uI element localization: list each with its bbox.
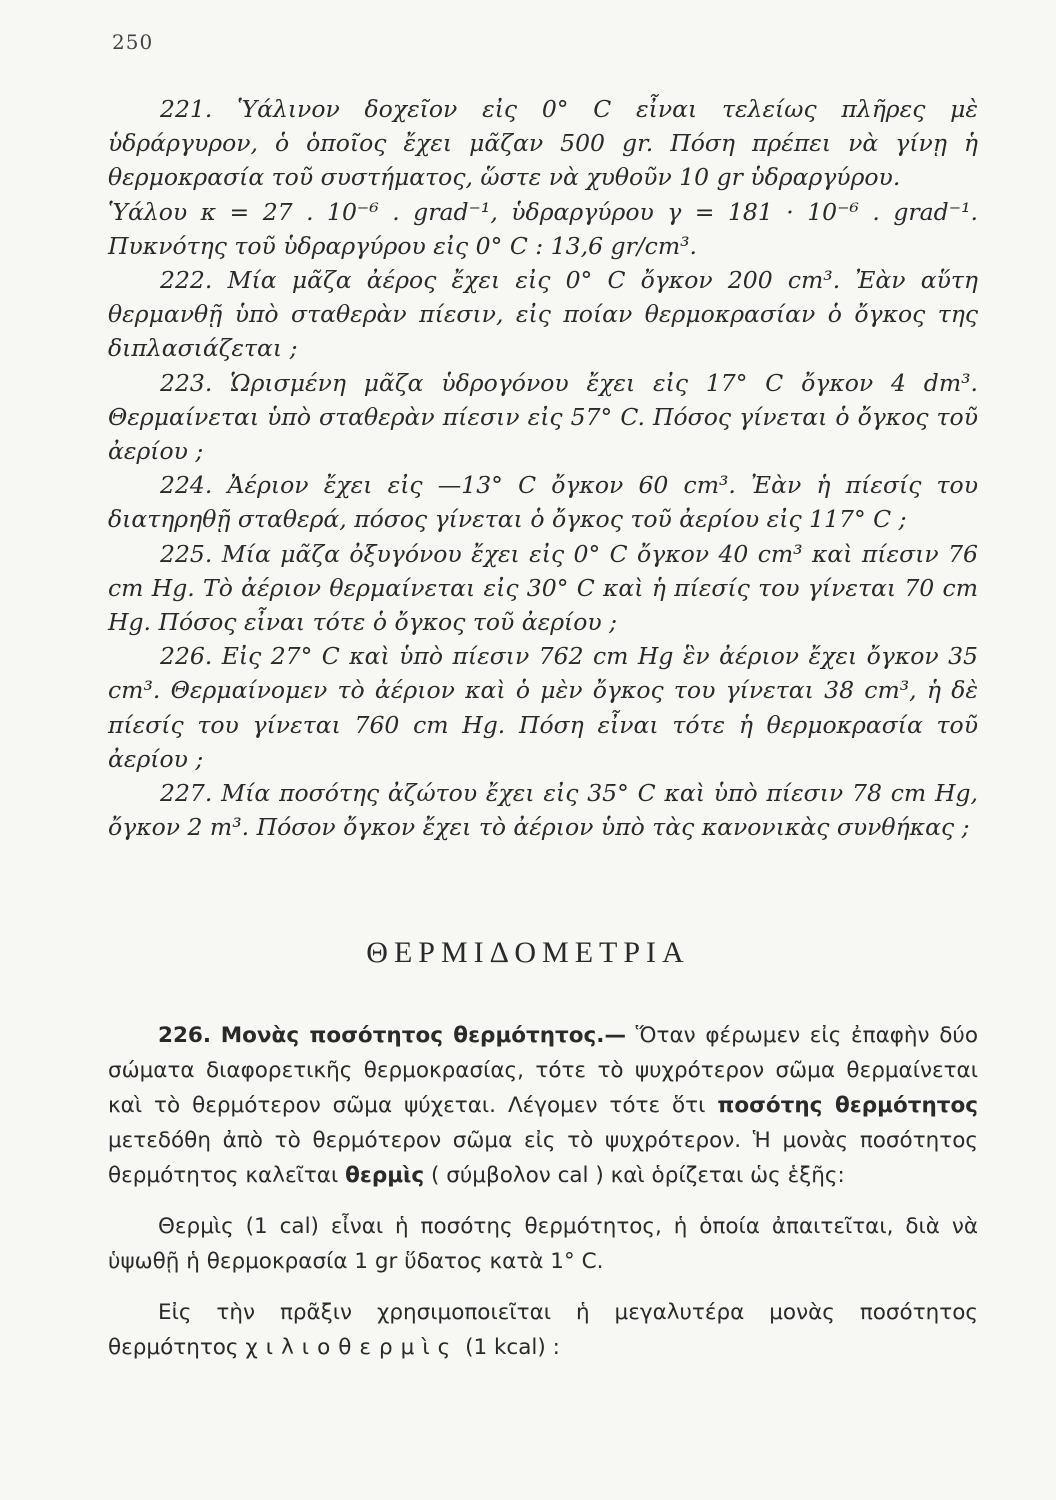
problem-222	[108, 263, 978, 366]
paragraph-text: μετεδόθη ἀπὸ τὸ θερμότερον σῶμα εἰς τὸ ψυχρότερον. Ἡ μονὰς ποσότητος θερμότητος καλεῖται	[108, 1128, 978, 1188]
section-heading: ΘΕΡΜΙΔΟΜΕΤΡΙΑ	[366, 936, 690, 969]
paragraph-text: Ὅταν φέρωμεν εἰς ἐπαφὴν δύο σώματα διαφορετικῆς θερμοκρασίας, τότε τὸ ψυχρότερον σῶμα θερμαίνεται καὶ τὸ θερμότερον σῶμα ψύχεται. Λέγομεν τότε ὅτι	[108, 1023, 978, 1118]
paragraph-text: ( σύμβολον cal ) καὶ ὁρίζεται ὡς ἑξῆς:	[431, 1163, 845, 1188]
paragraph-text: (1 kcal) :	[465, 1335, 560, 1360]
problem-225	[108, 537, 978, 640]
problem-227	[108, 776, 978, 844]
problem-221-data: Ὑάλου κ = 27 . 10⁻⁶ . grad⁻¹, ὑδραργύρου γ = 181 · 10⁻⁶ . grad⁻¹. Πυκνότης τοῦ ὑδραργύρου εἰς 0° C : 13,6 gr/cm³.	[108, 197, 978, 260]
problem-number: 221.	[160, 95, 213, 123]
problem-text: Μία μᾶζα ἀέρος ἔχει εἰς 0° C ὄγκον 200 cm³. Ἐὰν αὕτη θερμανθῇ ὑπὸ σταθερὰν πίεσιν, εἰς ποίαν θερμοκρασίαν ὁ ὄγκος της διπλασιάζεται ;	[108, 266, 978, 363]
page-number: 250	[112, 30, 154, 54]
problem-number: 223.	[160, 368, 213, 397]
problem-number: 222.	[160, 266, 213, 295]
problem-text: Μία ποσότης ἀζώτου ἔχει εἰς 35° C καὶ ὑπὸ πίεσιν 78 cm Hg, ὄγκον 2 m³. Πόσον ὄγκον ἔχει τὸ ἀέριον ὑπὸ τὰς κανονικὰς συνθήκας ;	[108, 779, 978, 842]
problem-226	[108, 639, 978, 776]
paragraph-text: Εἰς τὴν πρᾶξιν χρησιμοποιεῖται ἡ μεγαλυτέρα μονὰς ποσότητος θερμότητος	[108, 1300, 978, 1360]
problem-list	[108, 92, 978, 844]
section-paragraph-3	[108, 1295, 978, 1365]
section-title: Μονὰς ποσότητος θερμότητος.—	[220, 1023, 626, 1048]
problem-text: Ὡρισμένη μᾶζα ὑδρογόνου ἔχει εἰς 17° C ὄγκον 4 dm³. Θερμαίνεται ὑπὸ σταθερὰν πίεσιν εἰς 57° C. Πόσος γίνεται ὁ ὄγκος τοῦ ἀερίου ;	[108, 368, 978, 466]
term-heat-quantity: ποσότης θερμότητος	[717, 1093, 978, 1118]
problem-223	[108, 366, 978, 469]
problem-number: 226.	[160, 642, 213, 671]
problem-number: 225.	[160, 539, 213, 568]
calorie-definition: Θερμὶς (1 cal) εἶναι ἡ ποσότης θερμότητος, ἡ ὁποία ἀπαιτεῖται, διὰ νὰ ὑψωθῇ ἡ θερμοκρασία 1 gr ὕδατος κατὰ 1° C.	[108, 1214, 978, 1274]
problem-text: Ἀέριον ἔχει εἰς —13° C ὄγκον 60 cm³. Ἐὰν ἡ πίεσίς του διατηρηθῇ σταθερά, πόσος γίνεται ὁ ὄγκος τοῦ ἀερίου εἰς 117° C ;	[108, 471, 978, 534]
term-kilocalorie: χιλιοθερμὶς	[245, 1335, 459, 1360]
problem-text: Μία μᾶζα ὀξυγόνου ἔχει εἰς 0° C ὄγκον 40 cm³ καὶ πίεσιν 76 cm Hg. Τὸ ἀέριον θερμαίνεται εἰς 30° C καὶ ἡ πίεσίς του γίνεται 70 cm Hg. Πόσος εἶναι τότε ὁ ὄγκος τοῦ ἀερίου ;	[108, 539, 978, 637]
problem-number: 224.	[160, 471, 213, 500]
section-body	[108, 1018, 978, 1365]
problem-text: Ὑάλινον δοχεῖον εἰς 0° C εἶναι τελείως πλῆρες μὲ ὑδράργυρον, ὁ ὁποῖος ἔχει μᾶζαν 500 gr. Πόση πρέπει νὰ γίνῃ ἡ θερμοκρασία τοῦ συστήματος, ὥστε νὰ χυθοῦν 10 gr ὑδραργύρου.	[108, 95, 978, 192]
problem-221	[108, 92, 978, 195]
problem-224	[108, 468, 978, 536]
problem-number: 227.	[160, 779, 213, 808]
problem-text: Εἰς 27° C καὶ ὑπὸ πίεσιν 762 cm Hg ἓν ἀέριον ἔχει ὄγκον 35 cm³. Θερμαίνομεν τὸ ἀέριον καὶ ὁ μὲν ὄγκος του γίνεται 38 cm³, ἡ δὲ πίεσίς του γίνεται 760 cm Hg. Πόση εἶναι τότε ἡ θερμοκρασία τοῦ ἀερίου ;	[108, 642, 978, 773]
section-number: 226.	[158, 1023, 212, 1048]
term-calorie: θερμὶς	[345, 1163, 425, 1188]
section-paragraph-1	[108, 1018, 978, 1193]
